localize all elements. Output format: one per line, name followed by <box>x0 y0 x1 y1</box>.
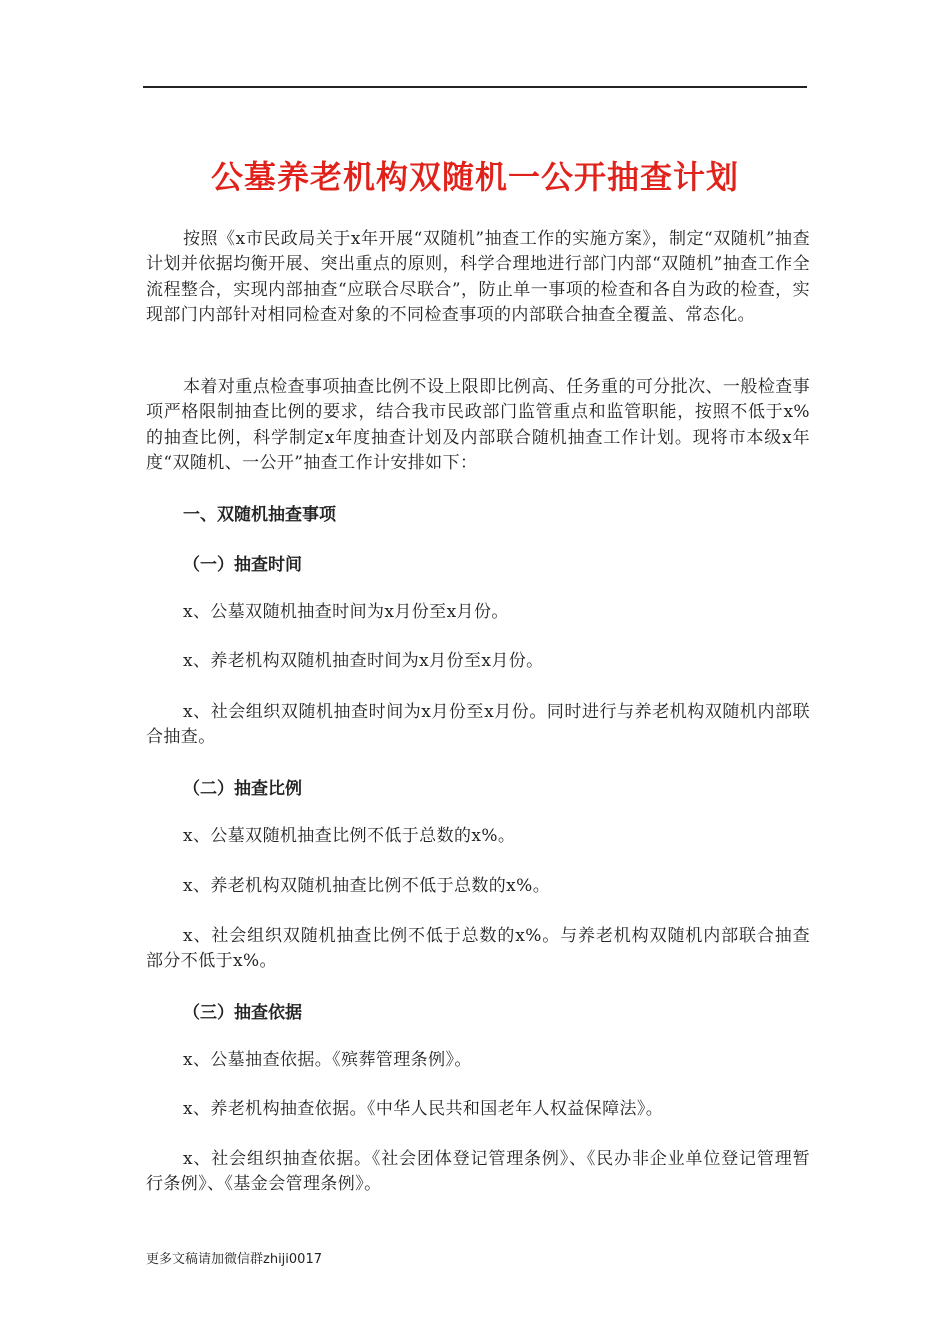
basis-item-2: x、养老机构抽查依据。《中华人民共和国老年人权益保障法》。 <box>183 1099 664 1119</box>
basis-item-1: x、公墓抽查依据。《殡葬管理条例》。 <box>183 1050 472 1070</box>
time-item-2: x、养老机构双随机抽查时间为x月份至x月份。 <box>183 651 544 671</box>
time-item-1: x、公墓双随机抽查时间为x月份至x月份。 <box>183 602 509 622</box>
time-item-3: x、社会组织双随机抽查时间为x月份至x月份。同时进行与养老机构双随机内部联合抽查。 <box>146 702 810 748</box>
header-rule <box>143 86 807 88</box>
document-title: 公墓养老机构双随机一公开抽查计划 <box>210 158 739 196</box>
subsection-heading-ratio: （二）抽查比例 <box>183 779 302 799</box>
ratio-item-3: x、社会组织双随机抽查比例不低于总数的x%。与养老机构双随机内部联合抽查部分不低于x%。 <box>146 926 810 972</box>
intro-paragraph-1: 按照《x市民政局关于x年开展“双随机”抽查工作的实施方案》，制定“双随机”抽查计划并依据均衡开展、突出重点的原则，科学合理地进行部门内部“双随机”抽查工作全流程整合，实现内部抽查“应联合尽联合”，防止单一事项的检查和各自为政的检查，实现部门内部针对相同检查对象的不同检查事项的内部联合抽查全覆盖、常态化。 <box>146 229 810 325</box>
intro-paragraph-2: 本着对重点检查事项抽查比例不设上限即比例高、任务重的可分批次、一般检查事项严格限制抽查比例的要求，结合我市民政部门监管重点和监管职能，按照不低于x%的抽查比例，科学制定x年度抽查计划及内部联合随机抽查工作计划。现将市本级x年度“双随机、一公开”抽查工作计安排如下： <box>146 377 810 473</box>
basis-item-3: x、社会组织抽查依据。《社会团体登记管理条例》、《民办非企业单位登记管理暂行条例》、《基金会管理条例》。 <box>146 1149 810 1195</box>
footer-note: 更多文稿请加微信群zhiji0017 <box>146 1252 322 1267</box>
ratio-item-1: x、公墓双随机抽查比例不低于总数的x%。 <box>183 826 516 846</box>
subsection-heading-basis: （三）抽查依据 <box>183 1003 302 1023</box>
subsection-heading-time: （一）抽查时间 <box>183 555 302 575</box>
section-heading-1: 一、双随机抽查事项 <box>183 505 336 525</box>
ratio-item-2: x、养老机构双随机抽查比例不低于总数的x%。 <box>183 876 551 896</box>
